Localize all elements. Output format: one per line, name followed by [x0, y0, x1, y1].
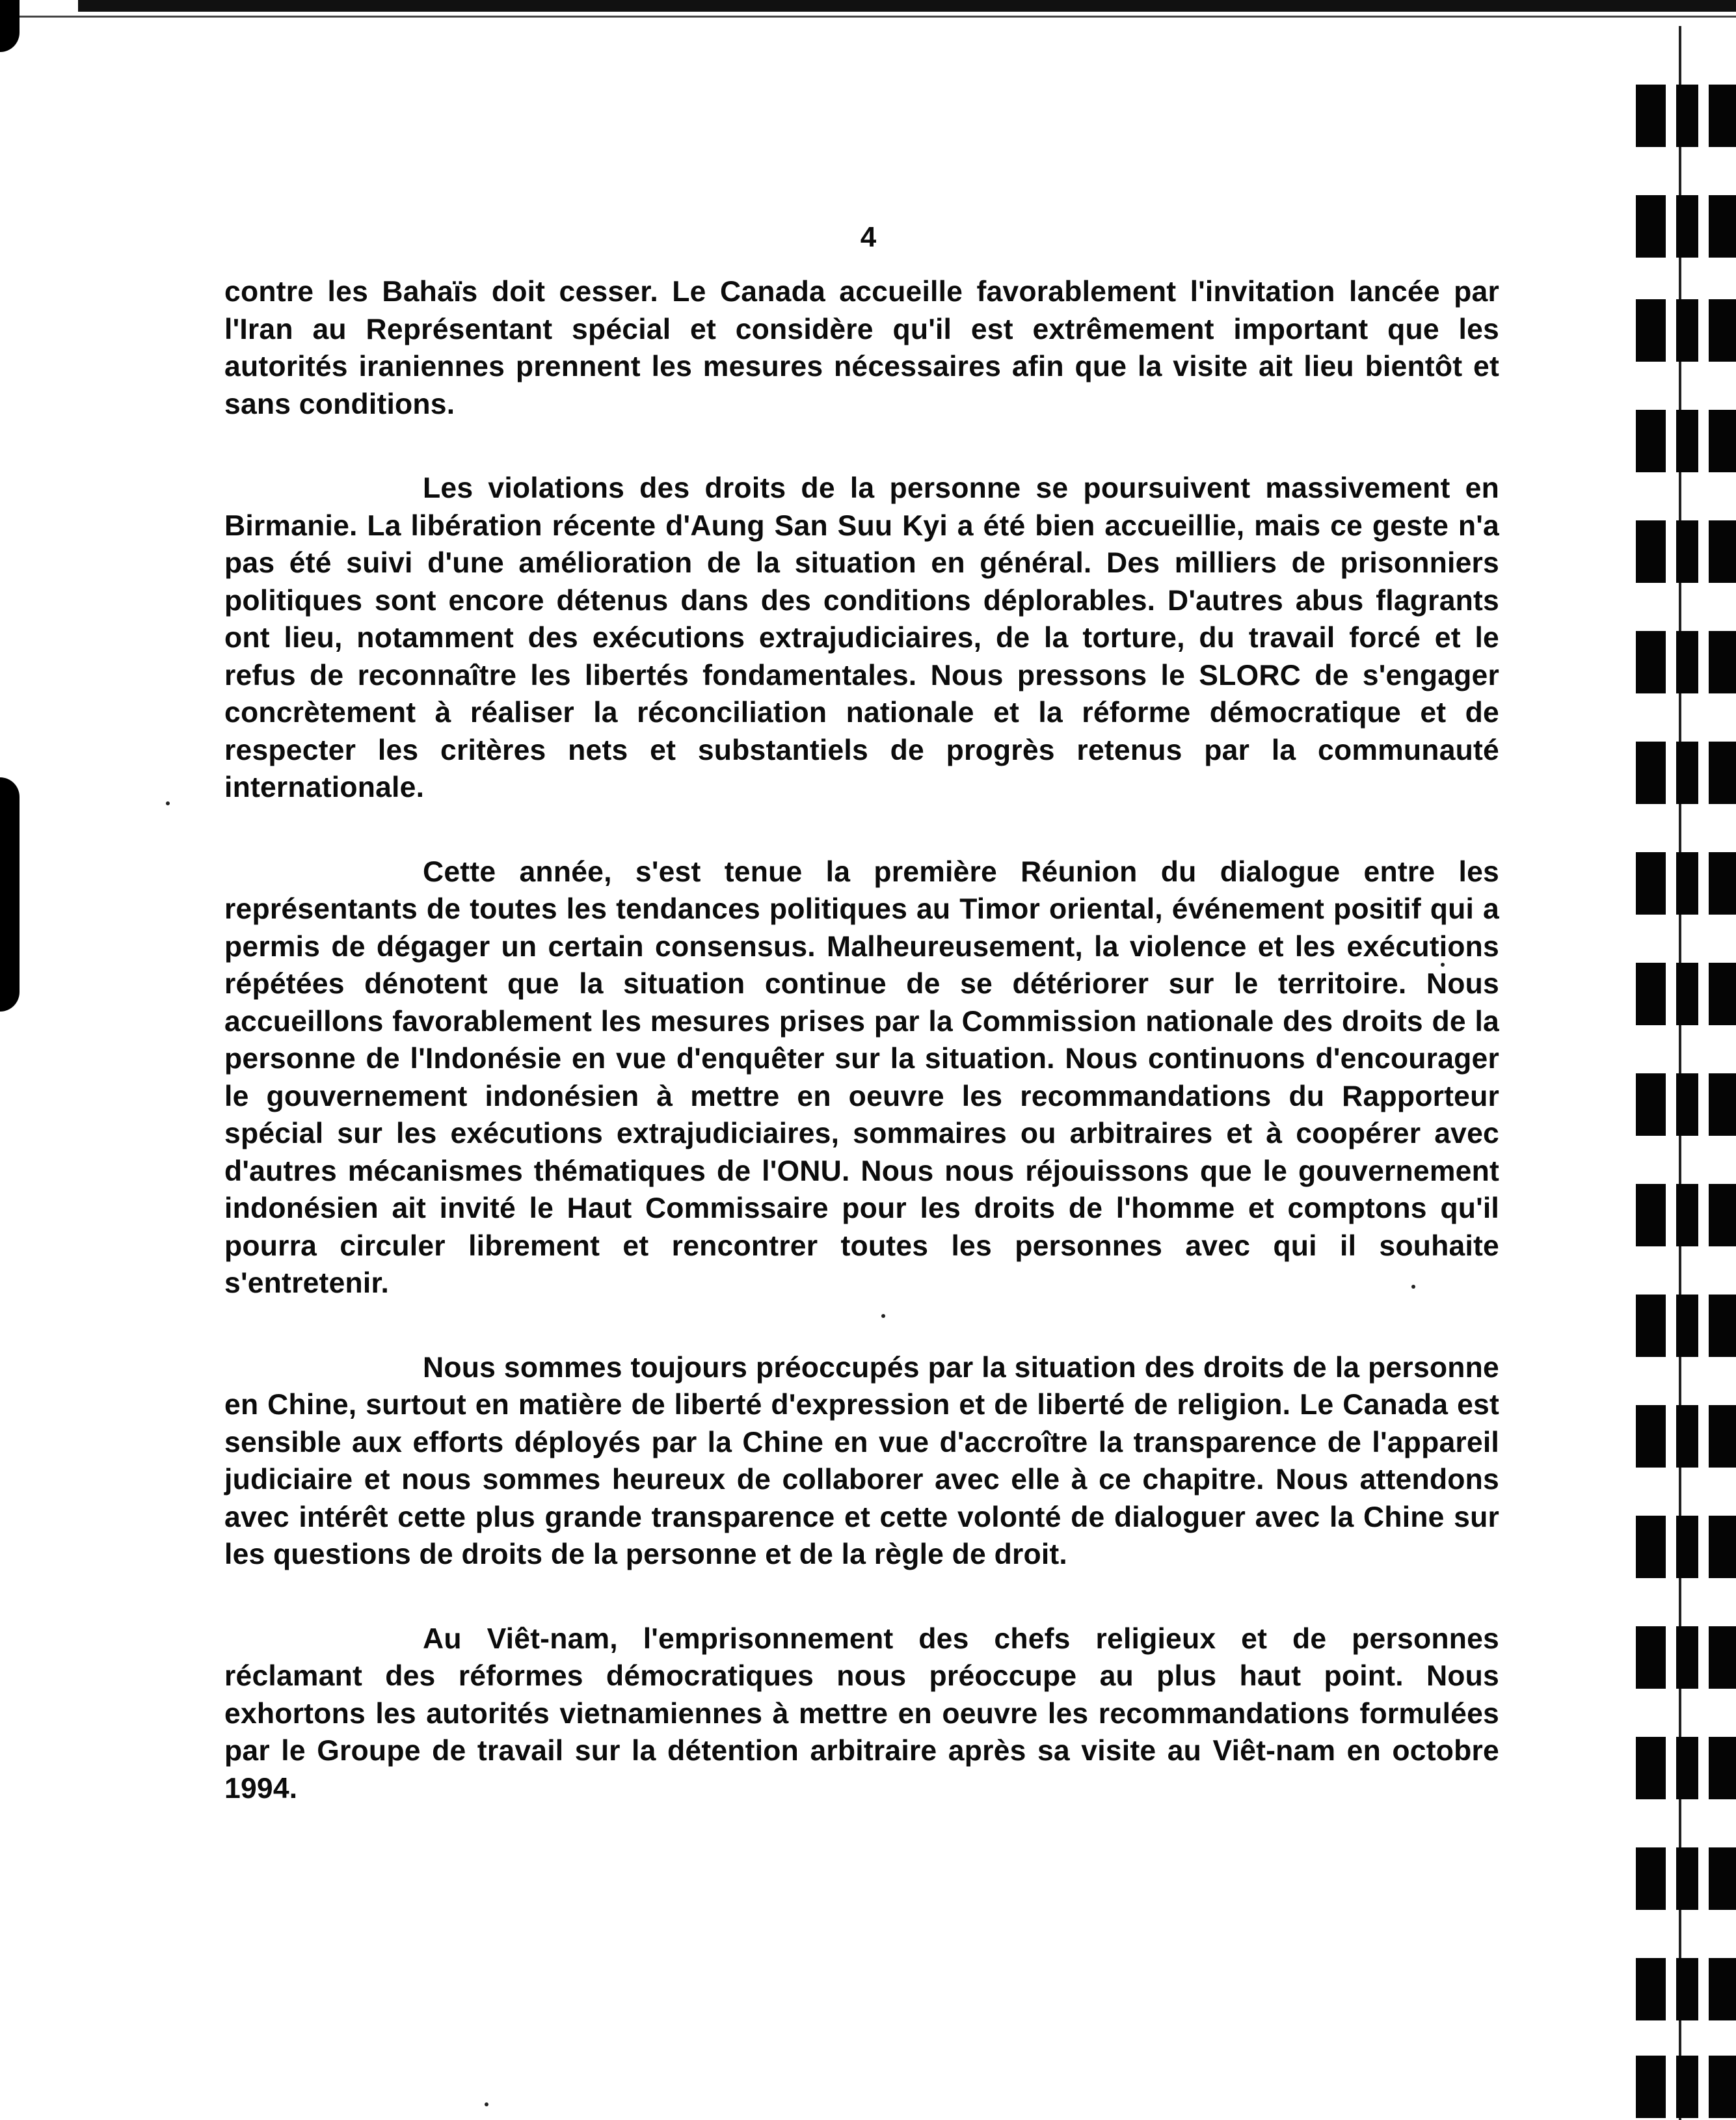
binding-tooth — [1636, 2056, 1736, 2118]
binding-tooth — [1636, 1184, 1736, 1246]
binding-tooth — [1636, 963, 1736, 1025]
binding-tooth — [1636, 85, 1736, 147]
binding-tooth — [1636, 1626, 1736, 1689]
document-body — [224, 273, 1499, 1854]
paragraph-chine: Nous sommes toujours préoccupés par la situation des droits de la personne en Chine, surtout en matière de liberté d'expression et de liberté de religion. Le Canada est sensible aux efforts déployés par la Chine en vue d'accroître la transparence de l'appareil judiciaire et nous sommes heureux de collaborer avec elle à ce chapitre. Nous attendons avec intérêt cette plus grande transparence et cette volonté de dialoguer avec la Chine sur les questions de droits de la personne et de la règle de droit. — [224, 1351, 1499, 1570]
scan-top-border — [78, 0, 1736, 12]
binding-tooth — [1636, 1073, 1736, 1136]
binding-tooth — [1636, 520, 1736, 583]
spiral-binding — [1636, 26, 1736, 2120]
binding-tooth — [1636, 1847, 1736, 1910]
scan-speck — [485, 2102, 488, 2106]
binding-tooth — [1636, 1958, 1736, 2020]
scan-top-rule — [0, 16, 1736, 18]
paragraph-birmanie: Les violations des droits de la personne se poursuivent massivement en Birmanie. La libération récente d'Aung San Suu Kyi a été bien accueillie, mais ce geste n'a pas été suivi d'une amélioration de la situation en général. Des milliers de prisonniers politiques sont encore détenus dans des conditions déplorables. D'autres abus flagrants ont lieu, notamment des exécutions extrajudiciaires, de la torture, du travail forcé et le refus de reconnaître les libertés fondamentales. Nous pressons le SLORC de s'engager concrètement à réaliser la réconciliation nationale et la réforme démocratique et de respecter les critères nets et substantiels de progrès retenus par la communauté internationale. — [224, 472, 1499, 803]
paragraph-viet-nam: Au Viêt-nam, l'emprisonnement des chefs religieux et de personnes réclamant des réformes démocratiques nous préoccupe au plus haut point. Nous exhortons les autorités vietnamiennes à mettre en oeuvre les recommandations formulées par le Groupe de travail sur la détention arbitraire après sa visite au Viêt-nam en octobre 1994. — [224, 1622, 1499, 1805]
paragraph-timor-oriental: Cette année, s'est tenue la première Réunion du dialogue entre les représentants de toutes les tendances politiques au Timor oriental, événement positif qui a permis de dégager un certain consensus. Malheureusement, la violence et les exécutions répétées dénotent que la situation continue de se détériorer sur le territoire. Nous accueillons favorablement les mesures prises par la Commission nationale des droits de la personne de l'Indonésie en vue d'enquêter sur la situation. Nous continuons d'encourager le gouvernement indonésien à mettre en oeuvre les recommandations du Rapporteur spécial sur les exécutions extrajudiciaires, sommaires ou arbitraires et à coopérer avec d'autres mécanismes thématiques de l'ONU. Nous nous réjouissons que le gouvernement indonésien ait invité le Haut Commissaire pour les droits de l'homme et comptons qu'il pourra circuler librement et rencontrer toutes les personnes avec qui il souhaite s'entretenir. — [224, 855, 1499, 1299]
scan-punch-hole-middle — [0, 777, 20, 1012]
paragraph-iran: contre les Bahaïs doit cesser. Le Canada accueille favorablement l'invitation lancée par l'Iran au Représentant spécial et considère qu'il est extrêmement important que les autorités iraniennes prennent les mesures nécessaires afin que la visite ait lieu bientôt et sans conditions. — [224, 276, 1499, 420]
scan-speck — [166, 801, 170, 805]
binding-tooth — [1636, 1295, 1736, 1357]
binding-tooth — [1636, 195, 1736, 258]
binding-tooth — [1636, 299, 1736, 362]
page-number: 4 — [860, 221, 877, 253]
binding-tooth — [1636, 852, 1736, 915]
scan-punch-hole-top — [0, 0, 20, 52]
binding-tooth — [1636, 631, 1736, 693]
binding-tooth — [1636, 1405, 1736, 1468]
binding-tooth — [1636, 742, 1736, 804]
binding-tooth — [1636, 1516, 1736, 1578]
binding-tooth — [1636, 410, 1736, 472]
binding-tooth — [1636, 1737, 1736, 1799]
